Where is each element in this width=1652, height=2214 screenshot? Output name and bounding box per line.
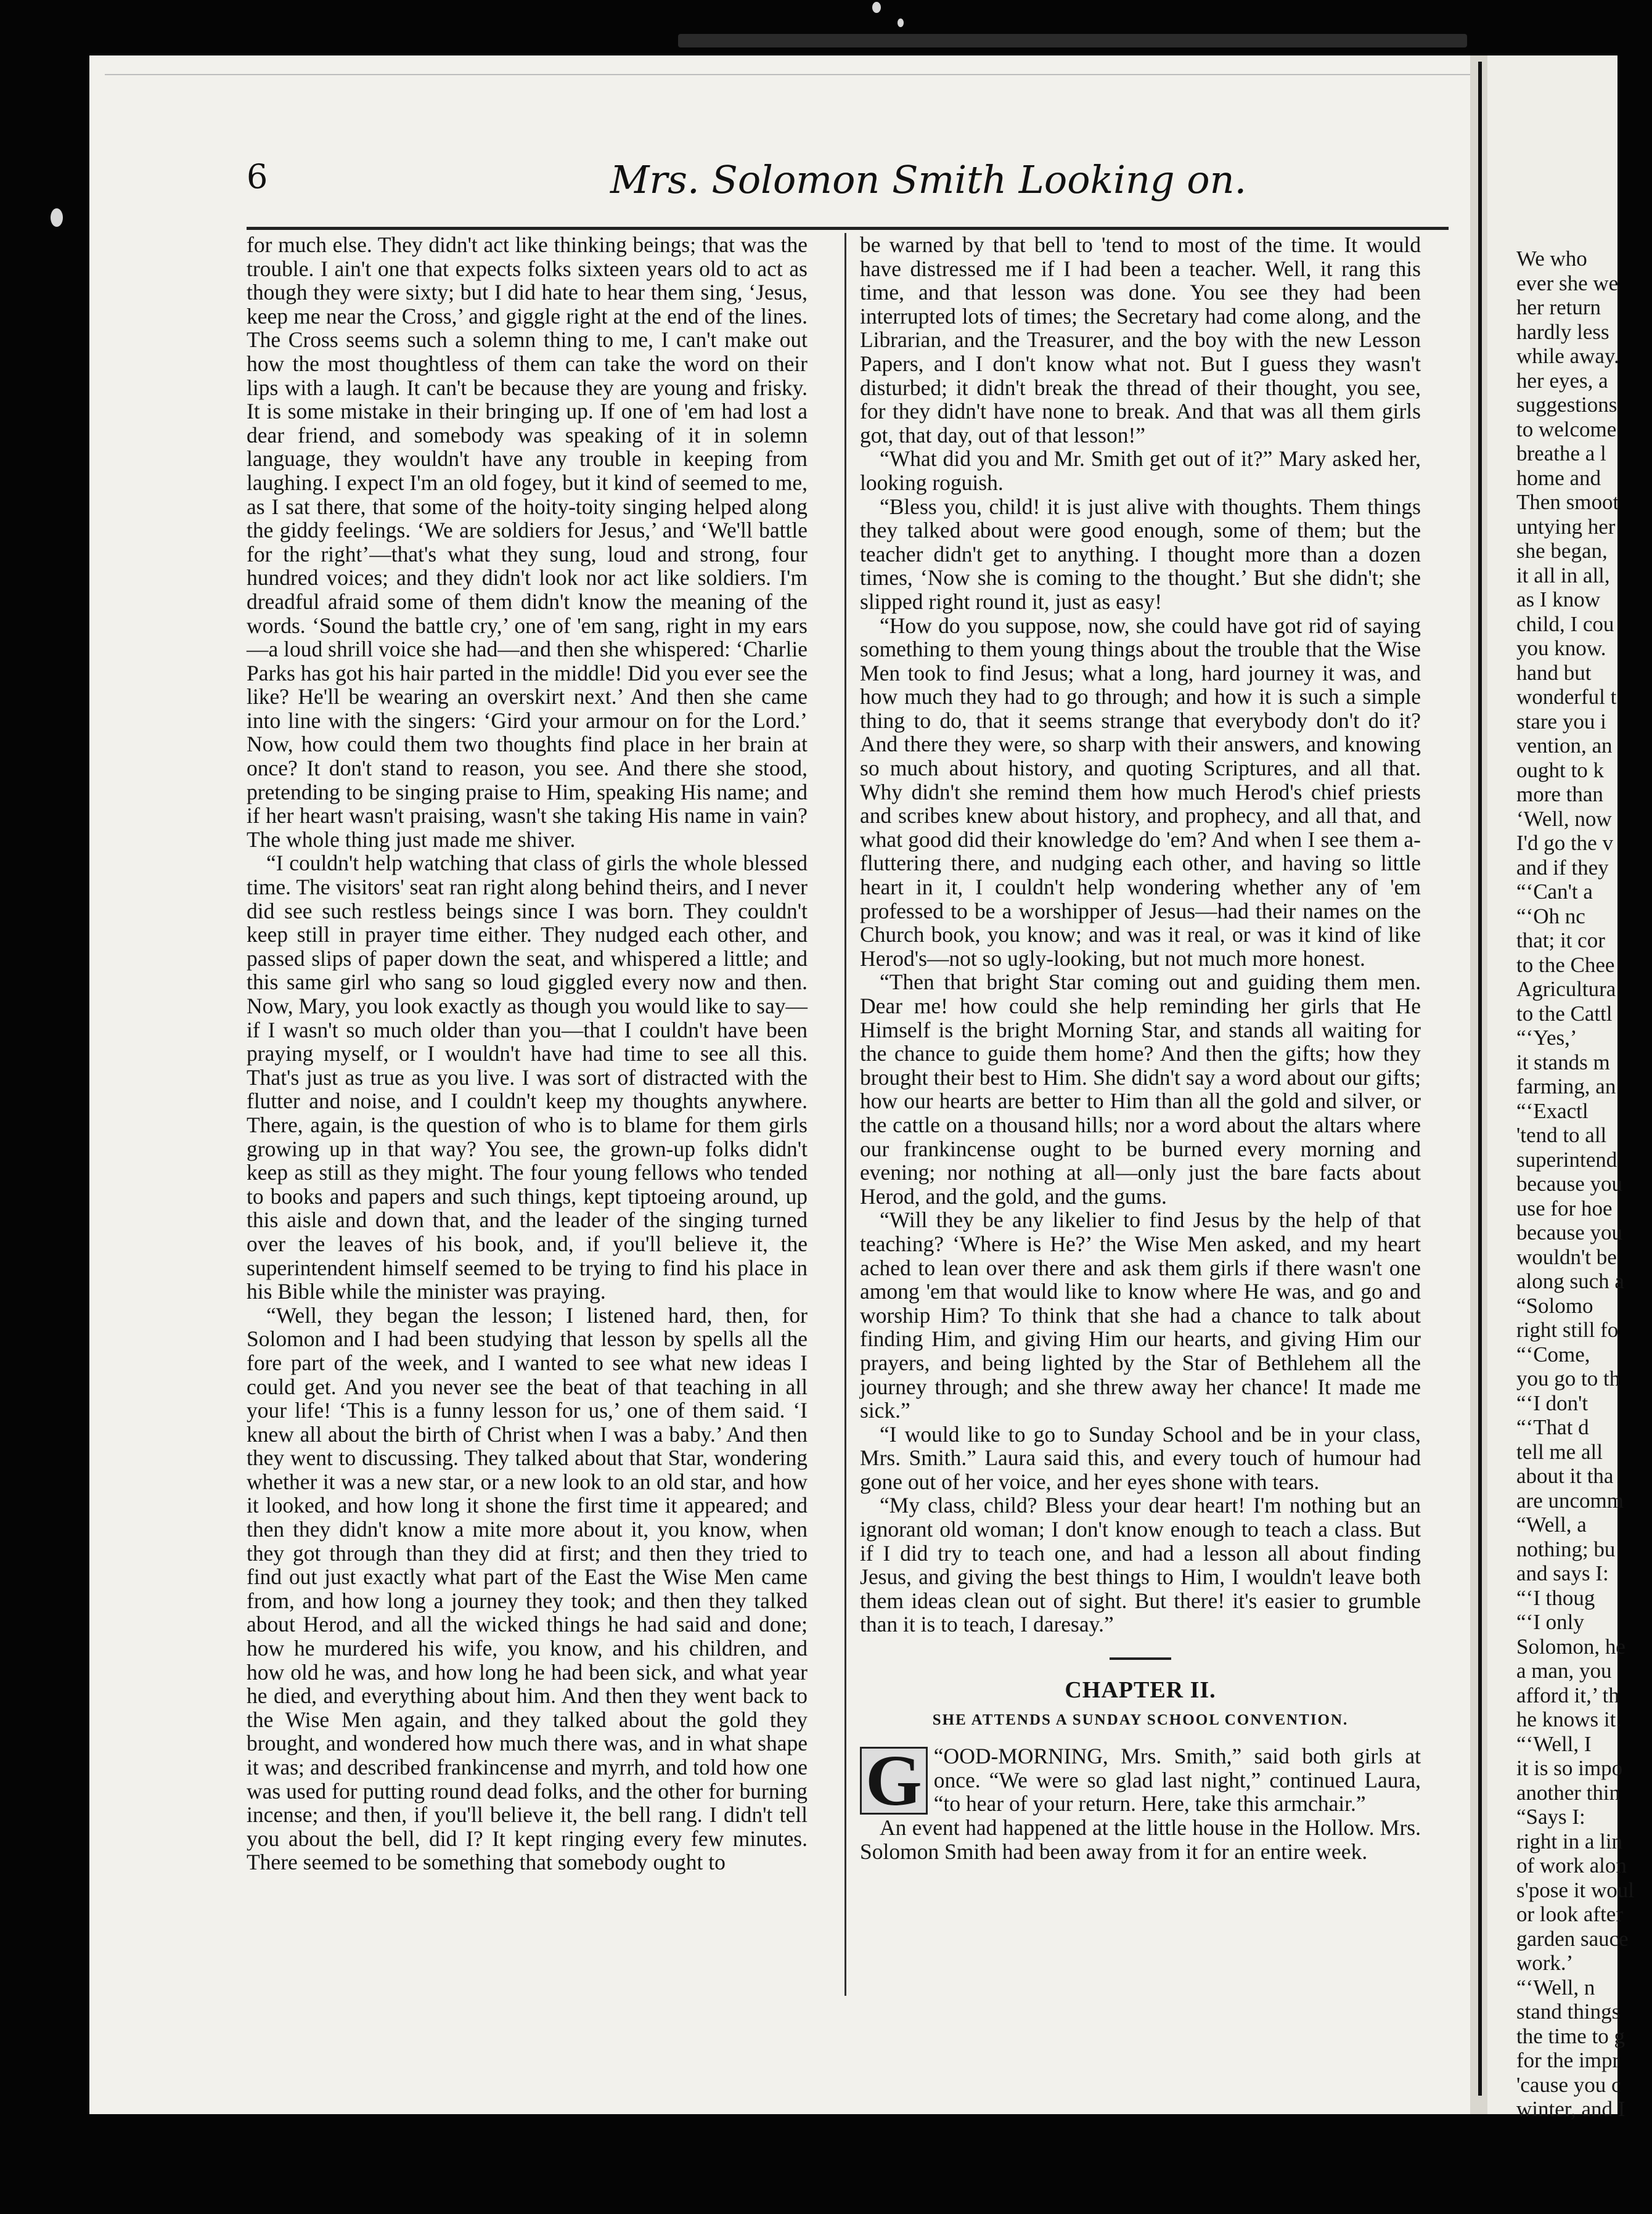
fragment-line: it all in all, [1516, 563, 1610, 587]
fragment-line: suggestions [1516, 393, 1617, 417]
fragment-line: stand things [1516, 2000, 1621, 2024]
fragment-line: s'pose it woul [1516, 1877, 1635, 1902]
fragment-line: 'tend to all [1516, 1123, 1607, 1147]
fragment-line: Solomon, he [1516, 1634, 1625, 1659]
fragment-line: “‘Exactl [1516, 1098, 1589, 1123]
fragment-line: winter, and I [1516, 2097, 1625, 2121]
fragment-line: “Solomo [1516, 1293, 1593, 1318]
fragment-line: “Well, a [1516, 1513, 1587, 1537]
fragment-line: superintend [1516, 1147, 1617, 1172]
paragraph: “What did you and Mr. Smith get out of it?” Mary asked her, looking roguish. [860, 446, 1421, 495]
fragment-line: “‘Well, I [1516, 1731, 1592, 1756]
chapter-subtitle: SHE ATTENDS A SUNDAY SCHOOL CONVENTION. [932, 1711, 1349, 1728]
fragment-line: We who [1516, 247, 1587, 271]
page-number: 6 [247, 157, 268, 196]
column-divider [844, 233, 846, 1996]
paragraph: “Well, they began the lesson; I listened hard, then, for Solomon and I had been studying that lesson by spells all the fore part of the week, and I wanted to see what new ideas I could get. And you never see the beat of that teaching in all your life! ‘This is a funny lesson for us,’ one of them said. ‘I knew all about the birth of Christ when I was a baby.’ And then they went to discussing. They talked about that Star, wondering whether it was a new star, or a new look to an old star, and how it looked, and how long it shone the first time it appeared; and then they didn't know a mite more about it, you know, when they got through than they did at first; and then they tried to find out just exactly what part of the East the Wise Men came from, and how long a journey they took; and then they talked about Herod, and all the wicked things he had said and done; how he murdered his wife, you know, and his children, and how old he was, and how long he had been sick, and what year he died, and everything about him. And then they went back to the Wise Men again, and they talked about the gold they brought, and wondered how much there was, and in what shape it was; and described frankincense and myrrh, and told how one was used for putting round dead folks, and the other for burning incense; and then, if you'll believe it, the bell rang. I didn't tell you about the bell, did I? It kept ringing every few minutes. There seemed to be something that somebody ought to [247, 1302, 808, 1875]
fragment-line: child, I cou [1516, 611, 1614, 636]
fragment-line: home and [1516, 465, 1601, 490]
fragment-line: work.’ [1516, 1951, 1574, 1975]
paragraph: “I would like to go to Sunday School and be in your class, Mrs. Smith.” Laura said this, and every touch of humour had gone out of her voice, and her eyes shone with tears. [860, 1421, 1421, 1494]
chapter-opening [860, 1740, 1421, 1821]
fragment-line: while away. [1516, 344, 1619, 368]
fragment-line: for the impr [1516, 2048, 1620, 2072]
fragment-line: wouldn't be [1516, 1244, 1617, 1269]
running-title: Mrs. Solomon Smith Looking on. [610, 157, 1247, 202]
fragment-line: you know. [1516, 636, 1606, 660]
fragment-line: to welcome [1516, 417, 1617, 441]
fragment-line: and if they [1516, 855, 1609, 880]
fragment-line: “‘I thoug [1516, 1585, 1595, 1610]
fragment-line: right in a lin [1516, 1829, 1623, 1853]
fragment-line: more than [1516, 782, 1603, 806]
paragraph: “Then that bright Star coming out and guiding them men. Dear me! how could she help reminding her girls that He Himself is the bright Morning Star, and stands all waiting for the chance to guide them home? And then the gifts; how they brought their best to Him. She didn't say a word about our gifts; how our hearts are better to Him than all the gold and silver, or the cattle on a thousand hills; nor a word about the altars where our frankincense ought to be burned every morning and evening; nor nothing at all—only just the bare facts about Herod, and the gold, and the gums. [860, 970, 1421, 1209]
chapter-opening-text: “OOD-MORNING, Mrs. Smith,” said both girls at once. “We were so glad last night,” continued Laura, “to hear of your return. Here, take this armchair.” [933, 1744, 1421, 1816]
fragment-line: garden sauce [1516, 1926, 1629, 1951]
middle-column [860, 233, 1421, 2008]
fragment-line: along such a [1516, 1269, 1624, 1293]
fragment-line: “‘Oh nc [1516, 904, 1585, 928]
fragment-line: the time to g [1516, 2024, 1625, 2048]
fragment-line: it is so impo [1516, 1756, 1623, 1780]
fragment-line: afford it,’ th [1516, 1683, 1619, 1707]
paragraph: “Bless you, child! it is just alive with thoughts. Them things they talked about were good enough, some of them; but the teacher didn't get to anything. I thought more than a dozen times, ‘Now she is coming to the thought.’ But she didn't; she slipped right round it, just as easy! [860, 494, 1421, 614]
fragment-line: it stands m [1516, 1050, 1610, 1074]
fragment-line: ‘Well, now [1516, 806, 1612, 831]
fragment-line: about it tha [1516, 1464, 1614, 1488]
fragment-line: stare you i [1516, 709, 1606, 733]
paragraph: “Will they be any likelier to find Jesus by the help of that teaching? ‘Where is He?’ the Wise Men asked, and my heart ached to lean over there and ask them girls if there wasn't one among 'em that would like to know where He was, and go and worship Him? To think that she had a chance to talk about finding Him, and giving Him our hearts, and giving Him our prayers, and being lighted by the Star of Bethlehem all the journey through; and she threw away her chance! It made me sick.” [860, 1207, 1421, 1423]
left-column [247, 233, 808, 2008]
scan-speck [51, 208, 63, 227]
fragment-line: “‘Yes,’ [1516, 1026, 1577, 1050]
fragment-line: 'cause you c [1516, 2072, 1621, 2097]
fragment-line: another thin [1516, 1780, 1621, 1805]
fragment-line: that; it cor [1516, 928, 1605, 952]
fragment-line: hardly less [1516, 319, 1609, 344]
fragment-line: he knows it. [1516, 1707, 1622, 1731]
fragment-line: are uncomm [1516, 1488, 1624, 1513]
fragment-line: and says I: [1516, 1561, 1609, 1585]
fragment-line: you go to th [1516, 1366, 1621, 1391]
paragraph: “I couldn't help watching that class of girls the whole blessed time. The visitors' seat ran right along behind theirs, and I never did see such restless beings since I was born. They couldn't keep still in prayer time either. They nudged each other, and passed slips of paper down the seat, and whispered a little; and this same girl who sang so loud giggled every now and then. Now, Mary, you look exactly as though you would like to say—if I wasn't so much older than you—that I couldn't have been praying myself, or I wouldn't have had time to see all this. That's just as true as you live. I was sort of distracted with the flutter and noise, and I couldn't keep my thoughts anywhere. There, again, is the question of who is to blame for them girls growing up in that way? You see, the grown-up folks didn't keep as still as they might. The four young fellows who tended to books and papers and such things, kept tiptoeing around, up this aisle and down that, and the leader of the singing turned over the leaves of his book, and, if you'll believe it, the superintendent himself seemed to be trying to find his place in his Bible while the minister was praying. [247, 851, 808, 1304]
fragment-line: “‘Come, [1516, 1342, 1590, 1366]
fragment-line: because you [1516, 1220, 1623, 1244]
page-edge [105, 74, 1523, 88]
header-rule [247, 227, 1449, 230]
fragment-line: her eyes, a [1516, 368, 1608, 393]
chapter-rule [1110, 1657, 1171, 1660]
fragment-line: use for hoe [1516, 1196, 1613, 1220]
chapter-title: CHAPTER II. [1065, 1677, 1216, 1704]
fragment-line: a man, you [1516, 1659, 1612, 1683]
fragment-line: “Says I: [1516, 1805, 1585, 1829]
fragment-line: hand but [1516, 660, 1592, 685]
paragraph: “How do you suppose, now, she could have got rid of saying something to them young things about the trouble that the Wise Men took to find Jesus; what a long, hard journey it was, and how much they had to go through; and how it is such a simple thing to do, that it seems strange that everybody don't do it? And there they were, so sharp with their answers, and knowing so much about history, and quoting Scriptures, and all that. Why didn't she remind them how much Herod's chief priests and scribes knew about history, and prophecy, and all that, and what good did their knowledge do 'em? And when I see them a-fluttering there, and nudging each other, and having so little heart in it, I couldn't help wondering whether any of 'em professed to be a worshipper of Jesus—had their names on the Church book, you know; and was it real, or was it kind of like Herod's—not so ugly-looking, but not much more honest. [860, 613, 1421, 971]
fragment-line: to the Cattl [1516, 1001, 1613, 1026]
fragment-line: untying her [1516, 514, 1616, 539]
fragment-line: her return [1516, 295, 1601, 319]
fragment-line: breathe a l [1516, 441, 1606, 465]
fragment-line: because you [1516, 1172, 1623, 1196]
gutter-shadow [1478, 62, 1482, 2096]
fragment-line: right still fo [1516, 1318, 1619, 1342]
paragraph: “My class, child? Bless your dear heart! I'm nothing but an ignorant old woman; I don't know enough to teach a class. But if I did try to teach one, and had a lesson all about finding Jesus, and giving the best things to Him, I wouldn't leave both them ideas clean out of sight. But there! it's easier to grumble than it is to teach, I daresay.” [860, 1493, 1421, 1637]
fragment-line: ought to k [1516, 758, 1604, 782]
fragment-line: tell me all [1516, 1439, 1603, 1464]
paragraph: be warned by that bell to 'tend to most of the time. It would have distressed me if I had been a teacher. Well, it rang this time, and that lesson was done. You see they had been interrupted lots of times; the Secretary had come along, and the Librarian, and the Treasurer, and the boy with the new Lesson Papers, and I don't know what not. But I guess they wasn't disturbed; it didn't break the thread of their thought, you see, for they didn't have none to break. And that was all them girls got, that day, out of that lesson!” [860, 232, 1421, 447]
fragment-line: Agricultura [1516, 977, 1616, 1001]
fragment-line: to the Chee [1516, 952, 1615, 977]
fragment-line: “‘That d [1516, 1415, 1589, 1439]
fragment-line: as I know [1516, 587, 1601, 611]
fragment-line: “‘I don't [1516, 1391, 1589, 1415]
fragment-line: “‘Well, n [1516, 1975, 1595, 2000]
fragment-line: “‘I only [1516, 1610, 1584, 1634]
fragment-line: farming, an [1516, 1074, 1616, 1098]
paragraph: An event had happened at the little house in the Hollow. Mrs. Solomon Smith had been away from it for an entire week. [860, 1815, 1421, 1864]
scanner-bar [678, 34, 1467, 47]
fragment-line: ever she we [1516, 271, 1619, 295]
drop-cap: G [860, 1747, 928, 1815]
fragment-line: wonderful t [1516, 685, 1617, 709]
fragment-line: of work alon [1516, 1853, 1627, 1877]
paragraph: for much else. They didn't act like thinking beings; that was the trouble. I ain't one that expects folks sixteen years old to act as though they were sixty; but I did hate to hear them sing, ‘Jesus, keep me near the Cross,’ and giggle right at the end of the lines. The Cross seems such a solemn thing to me, I can't make out how the most thoughtless of them can take the word on their lips with a laugh. It can't be because they are young and frisky. It is some mistake in their bringing up. If one of 'em had lost a dear friend, and somebody was speaking of it in solemn language, they wouldn't have any trouble in keeping from laughing. I expect I'm an old fogey, but it kind of seemed to me, as I sat there, that some of the hoity-toity singing helped along the giddy feelings. ‘We are soldiers for Jesus,’ and ‘We'll battle for the right’—that's what they sung, loud and strong, four hundred voices; and they didn't look nor act like soldiers. I'm dreadful afraid some of them didn't know the meaning of the words. ‘Sound the battle cry,’ one of 'em sang, right in my ears—a loud shrill voice she had—and then she whispered: ‘Charlie Parks has got his hair parted in the middle! Did you ever see the like? He'll be wearing an overskirt next.’ And then she came into line with the singers: ‘Gird your armour on for the Lord.’ Now, how could them two thoughts find place in her brain at once? It don't stand to reason, you see. And there she stood, pretending to be singing praise to Him, speaking His name; and if her heart wasn't praising, wasn't she taking His name in vain? The whole thing just made me shiver. [247, 232, 808, 852]
fragment-line: or look after [1516, 1902, 1623, 1926]
right-column-fragment [1516, 247, 1652, 2121]
fragment-line: Then smoot [1516, 490, 1619, 514]
fragment-line: “‘Can't a [1516, 880, 1593, 904]
fragment-line: nothing; bu [1516, 1537, 1616, 1561]
scan-speck [898, 18, 904, 27]
scan-speck [872, 2, 881, 13]
fragment-line: she began, [1516, 539, 1608, 563]
fragment-line: vention, an [1516, 733, 1613, 758]
fragment-line: I'd go the v [1516, 831, 1613, 855]
